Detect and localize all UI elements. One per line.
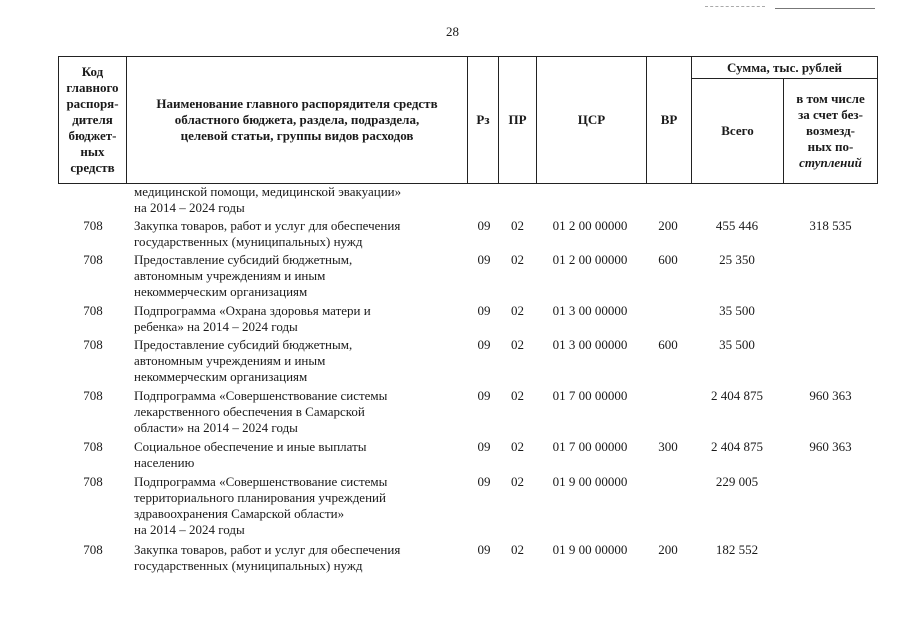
row-pr: 02 (511, 542, 524, 557)
scan-mark (705, 6, 765, 7)
row-vr: 600 (658, 252, 678, 267)
row-name: Закупка товаров, работ и услуг для обеспечения государственных (муниципальных) нужд (134, 218, 401, 249)
header-total: Всего (721, 123, 754, 138)
row-csr: 01 7 00 00000 (552, 388, 628, 403)
row-vr: 200 (658, 542, 678, 557)
row-total: 25 350 (719, 252, 755, 267)
row-pr: 02 (511, 252, 524, 267)
row-csr: 01 9 00 00000 (552, 542, 628, 557)
row-csr: 01 3 00 00000 (552, 303, 628, 318)
header-rz: Рз (476, 112, 490, 127)
row-vr: 300 (658, 439, 678, 454)
row-total: 2 404 875 (711, 439, 763, 454)
row-free: 960 363 (809, 439, 852, 454)
header-sum: Сумма, тыс. рублей (727, 59, 842, 75)
row-pr: 02 (511, 474, 524, 489)
row-rz: 09 (477, 303, 491, 318)
header-csr: ЦСР (577, 112, 606, 127)
row-total: 2 404 875 (711, 388, 763, 403)
row-csr: 01 3 00 00000 (552, 337, 628, 352)
row-total: 229 005 (715, 474, 759, 489)
header-border-right (877, 56, 878, 184)
row-name: Подпрограмма «Совершенствование системы территориального планирования учреждений здравоохранения Самарской области» на 2014 – 2024 годы (134, 474, 388, 537)
row-name: Подпрограмма «Совершенствование системы лекарственного обеспечения в Самарской области» на 2014 – 2024 годы (134, 388, 388, 435)
scan-mark (775, 8, 875, 9)
row-name: медицинской помощи, медицинской эвакуации» на 2014 – 2024 годы (134, 184, 402, 215)
row-code: 708 (83, 439, 103, 454)
row-name: Предоставление субсидий бюджетным, автономным учреждениям и иным некоммерческим организациям (134, 337, 353, 384)
row-code: 708 (83, 542, 103, 557)
row-pr: 02 (511, 218, 524, 233)
row-free: 318 535 (809, 218, 852, 233)
row-code: 708 (83, 337, 103, 352)
row-code: 708 (83, 388, 103, 403)
row-rz: 09 (477, 388, 491, 403)
row-rz: 09 (477, 337, 491, 352)
header-vr: ВР (660, 112, 678, 127)
row-code: 708 (83, 218, 103, 233)
row-rz: 09 (477, 542, 491, 557)
row-code: 708 (83, 474, 103, 489)
row-name: Закупка товаров, работ и услуг для обеспечения государственных (муниципальных) нужд (134, 542, 401, 573)
header-pr: ПР (508, 112, 527, 127)
row-name: Социальное обеспечение и иные выплаты населению (134, 439, 367, 470)
row-pr: 02 (511, 303, 524, 318)
row-total: 35 500 (719, 303, 755, 318)
row-name: Предоставление субсидий бюджетным, автономным учреждениям и иным некоммерческим организациям (134, 252, 353, 299)
row-pr: 02 (511, 439, 524, 454)
row-csr: 01 2 00 00000 (552, 252, 628, 267)
row-csr: 01 2 00 00000 (552, 218, 628, 233)
row-rz: 09 (477, 252, 491, 267)
row-csr: 01 9 00 00000 (552, 474, 628, 489)
row-rz: 09 (477, 439, 491, 454)
row-total: 455 446 (715, 218, 759, 233)
row-code: 708 (83, 252, 103, 267)
header-code: Код главного распоря- дителя бюджет- ных средств (66, 64, 119, 175)
row-pr: 02 (511, 388, 524, 403)
row-vr: 200 (658, 218, 678, 233)
row-pr: 02 (511, 337, 524, 352)
header-free: в том числе за счет без- возмезд- ных по- ступлений (796, 91, 865, 170)
row-name: Подпрограмма «Охрана здоровья матери и ребенка» на 2014 – 2024 годы (134, 303, 371, 334)
row-total: 182 552 (715, 542, 759, 557)
header-name: Наименование главного распорядителя средств областного бюджета, раздела, подраздела, целевой статьи, группы видов расходов (156, 96, 438, 143)
row-vr: 600 (658, 337, 678, 352)
page-number: 28 (446, 24, 459, 39)
row-free: 960 363 (809, 388, 852, 403)
row-csr: 01 7 00 00000 (552, 439, 628, 454)
row-total: 35 500 (719, 337, 755, 352)
row-rz: 09 (477, 218, 491, 233)
row-rz: 09 (477, 474, 491, 489)
row-code: 708 (83, 303, 103, 318)
